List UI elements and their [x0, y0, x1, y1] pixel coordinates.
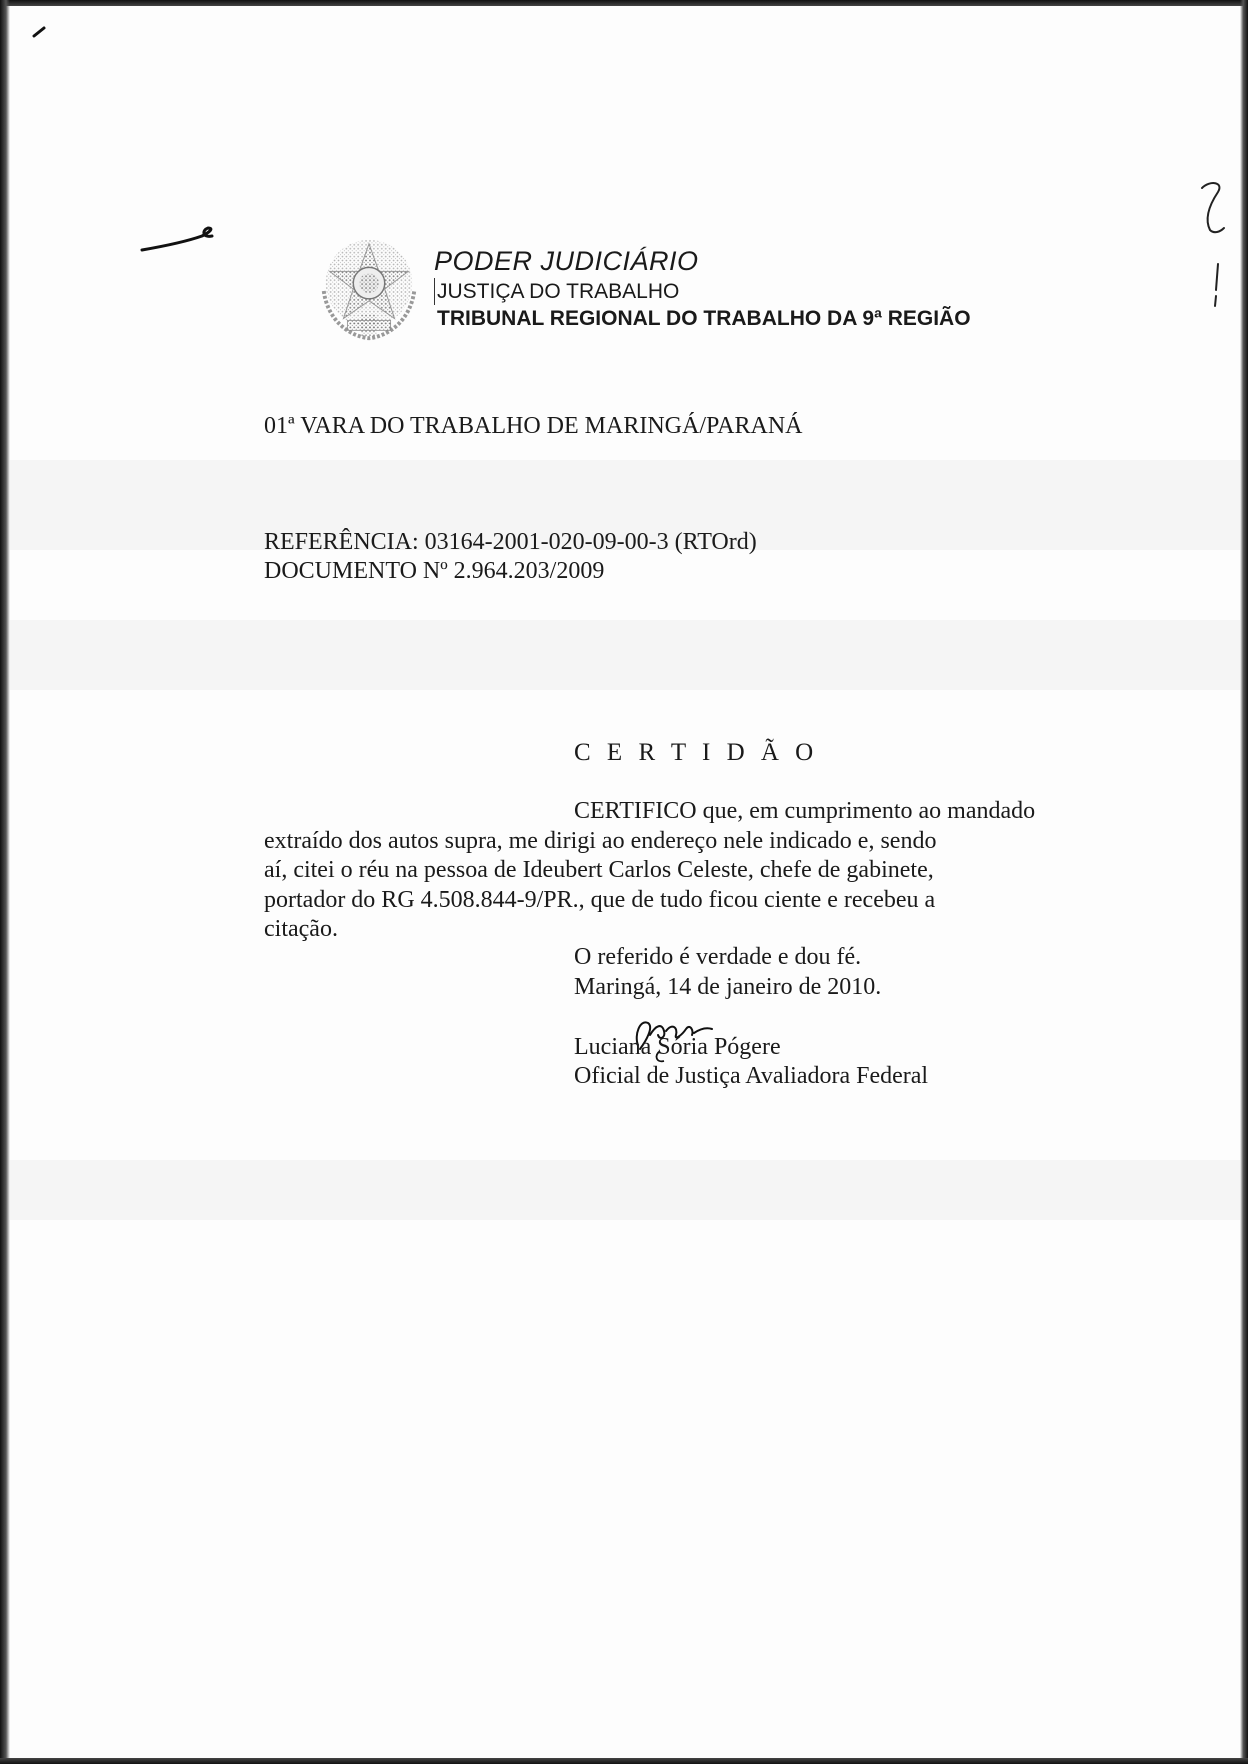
handwritten-stroke-mark: [140, 220, 220, 260]
corner-mark: [30, 22, 50, 42]
page-number-mark: [1196, 178, 1236, 318]
certificate-body: [264, 797, 1162, 945]
scan-band: [10, 620, 1240, 690]
scan-edge-right: [1240, 0, 1248, 1764]
signer-role: Oficial de Justiça Avaliadora Federal: [574, 1063, 929, 1089]
closing-statement: O referido é verdade e dou fé.: [574, 944, 862, 970]
body-line: extraído dos autos supra, me dirigi ao endereço nele indicado e, sendo: [264, 827, 937, 854]
reference-line: REFERÊNCIA: 03164-2001-020-09-00-3 (RTOrd): [264, 529, 757, 555]
certificate-title: C E R T I D Ã O: [574, 739, 819, 766]
vara-line: 01ª VARA DO TRABALHO DE MARINGÁ/PARANÁ: [264, 413, 803, 439]
place-date: Maringá, 14 de janeiro de 2010.: [574, 974, 882, 1000]
header-subtitle: JUSTIÇA DO TRABALHO: [434, 278, 971, 305]
institution-header: [434, 246, 971, 333]
signer-name: Luciana Sória Pógere: [574, 1034, 781, 1060]
header-court: TRIBUNAL REGIONAL DO TRABALHO DA 9ª REGIÃO: [437, 307, 971, 330]
scan-band: [10, 1160, 1240, 1220]
scan-edge-top: [0, 0, 1248, 6]
scan-edge-bottom: [0, 1758, 1248, 1764]
body-line: portador do RG 4.508.844-9/PR., que de tudo ficou ciente e recebeu a: [264, 886, 936, 913]
scan-edge-left: [0, 0, 10, 1764]
body-line: CERTIFICO que, em cumprimento ao mandado: [574, 798, 1036, 824]
header-title: PODER JUDICIÁRIO: [434, 246, 699, 276]
document-number-line: DOCUMENTO Nº 2.964.203/2009: [264, 558, 605, 584]
body-line: aí, citei o réu na pessoa de Ideubert Carlos Celeste, chefe de gabinete,: [264, 857, 934, 883]
body-line: citação.: [264, 916, 338, 942]
coat-of-arms-emblem: [310, 232, 428, 350]
